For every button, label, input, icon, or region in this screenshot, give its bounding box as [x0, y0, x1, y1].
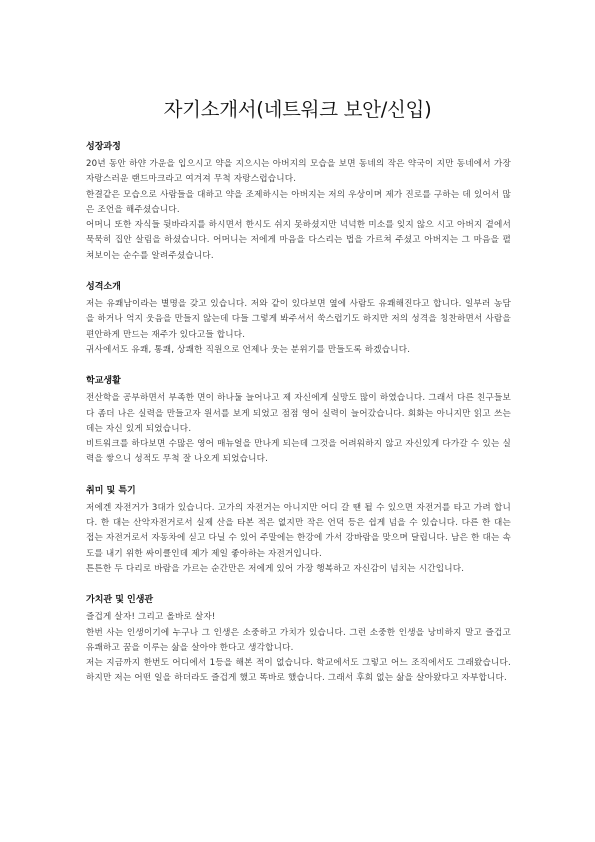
paragraph: 저는 지금까지 한번도 어디에서 1등을 해본 적이 없습니다. 학교에서도 그렇고 어느 조직에서도 그래왔습니다. 하지만 저는 어떤 일을 하더라도 즐겁게 했고 똑바로 했습니다. 그래서 후회 없는 삶을 살아왔다고 자부합니다. [86, 658, 511, 684]
paragraph: 저에겐 자전거가 3대가 있습니다. 고가의 자전거는 아니지만 어디 갈 땐 될 수 있으면 자전거를 타고 가려 합니다. 한 대는 산악자전거로서 실제 산을 타본 적은 없지만 작은 언덕 등은 쉽게 넘을 수 있습니다. 다른 한 대는 접는 자전거로서 자동차에 싣고 다닐 수 있어 주말에는 한강에 가서 강바람을 맞으며 달립니다. 남은 한 대는 속도를 내기 위한 싸이클인데 제가 제일 좋아하는 자전거입니다. [86, 502, 511, 559]
paragraph: 비트워크를 하다보면 수많은 영어 매뉴얼을 만나게 되는데 그것을 어려워하지 않고 자신있게 다가갈 수 있는 실력을 쌓으니 성적도 무척 잘 나오게 되었습니다. [86, 439, 511, 465]
section-heading: 취미 및 특기 [86, 485, 136, 496]
section-school-life [86, 374, 511, 467]
paragraph: 귀사에서도 유쾌, 통쾌, 상쾌한 직원으로 언제나 웃는 분위기를 만들도록 하겠습니다. [86, 344, 411, 355]
paragraph: 튼튼한 두 다리로 바람을 가르는 순간만은 저에게 있어 가장 행복하고 자신감이 넘치는 시간입니다. [86, 563, 465, 574]
section-growth [86, 140, 511, 264]
section-heading: 학교생활 [86, 376, 121, 387]
paragraph: 즐겁게 살자! 그리고 올바로 살자! [86, 612, 216, 623]
section-personality [86, 280, 511, 358]
paragraph: 한결같은 모습으로 사람들을 대하고 약을 조제하시는 아버지는 저의 우상이며 제가 진로를 구하는 데 있어서 많은 조언을 해주셨습니다. [86, 189, 511, 215]
paragraph: 어머니 또한 자식들 뒷바라지를 하시면서 한시도 쉬지 못하셨지만 넉넉한 미소를 잊지 않으 시고 아버지 곁에서 묵묵히 집안 살림을 하셨습니다. 어머니는 저에게 마음을 다스리는 법을 가르쳐 주셨고 아버지는 그 마음을 펼쳐보이는 순수를 알려주셨습니다. [86, 220, 511, 261]
page-title: 자기소개서(네트워크 보안/신입) [163, 98, 432, 121]
section-heading: 성격소개 [86, 282, 121, 293]
paragraph: 저는 유쾌남이라는 별명을 갖고 있습니다. 저와 같이 있다보면 옆에 사람도 유쾌해진다고 합니다. 일부러 농담을 하거나 억지 웃음을 만들지 않는데 다들 그렇게 봐주셔서 쑥스럽기도 하지만 저의 성격을 칭찬하면서 사람을 편안하게 만드는 재주가 있다고들 합니다. [86, 299, 511, 340]
document-body [86, 140, 511, 704]
section-heading: 가치관 및 인생관 [86, 595, 154, 606]
section-heading: 성장과정 [86, 142, 121, 152]
paragraph: 20년 동안 하얀 가운을 입으시고 약을 지으시는 아버지의 모습을 보면 동네의 작은 약국이 지만 동네에서 가장 자랑스러운 랜드마크라고 여겨져 무척 자랑스럽습니다. [86, 159, 511, 185]
paragraph: 전산학을 공부하면서 부족한 면이 하나둘 늘어나고 제 자신에게 실망도 많이 하였습니다. 그래서 다른 친구들보다 좀더 나은 실력을 만들고자 원서를 보게 되었고 점점 영어 실력이 늘어갔습니다. 회화는 아니지만 읽고 쓰는 데는 자신 있게 되었습니다. [86, 393, 511, 434]
section-values [86, 593, 511, 686]
section-hobbies [86, 484, 511, 577]
paragraph: 한번 사는 인생이기에 누구나 그 인생은 소중하고 가치가 있습니다. 그런 소중한 인생을 낭비하지 말고 즐겁고 유쾌하고 꿈을 이루는 삶을 살아야 한다고 생각합니다. [86, 627, 511, 653]
